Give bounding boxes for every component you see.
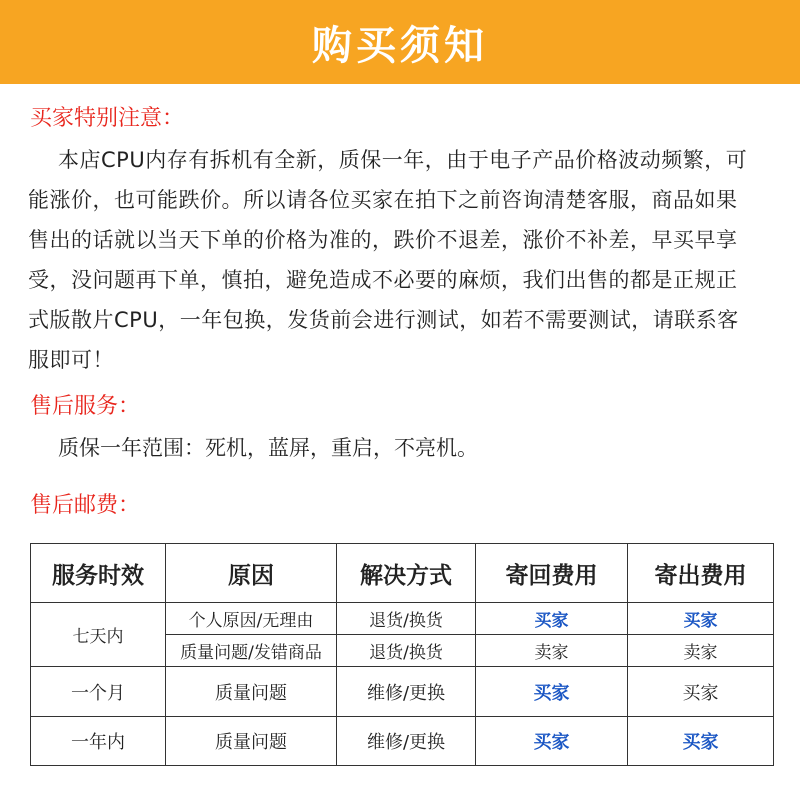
header-solution: 解决方式 <box>337 544 476 603</box>
page-title: 购买须知 <box>312 22 488 69</box>
table-row <box>31 667 774 717</box>
header-banner <box>0 0 800 84</box>
reason-cell: 个人原因/无理由 <box>166 603 337 635</box>
postage-table <box>30 543 774 766</box>
period-cell: 一个月 <box>31 667 166 717</box>
solution-cell: 维修/更换 <box>337 717 476 766</box>
send-fee-cell: 买家 <box>628 667 774 717</box>
notice-paragraph: 本店CPU内存有拆机有全新，质保一年，由于电子产品价格波动频繁，可能涨价，也可能跌价。所以请各位买家在拍下之前咨询清楚客服，商品如果售出的话就以当天下单的价格为准的，跌价不退差，涨价不补差，早买早享受，没问题再下单，慎拍，避免造成不必要的麻烦，我们出售的都是正规正式版散片CPU，一年包换，发货前会进行测试，如若不需要测试，请联系客服即可！ <box>28 148 748 372</box>
return-fee-cell: 买家 <box>476 717 628 766</box>
warranty-coverage: 质保一年范围：死机，蓝屏，重启，不亮机。 <box>58 436 478 460</box>
postage-title: 售后邮费： <box>30 493 141 518</box>
header-send-fee: 寄出费用 <box>628 544 774 603</box>
send-fee-cell: 卖家 <box>628 635 774 667</box>
send-fee-cell: 买家 <box>628 717 774 766</box>
table-row <box>31 717 774 766</box>
reason-cell: 质量问题/发错商品 <box>166 635 337 667</box>
header-service-period: 服务时效 <box>31 544 166 603</box>
solution-cell: 维修/更换 <box>337 667 476 717</box>
notice-title: 买家特别注意： <box>30 106 185 131</box>
return-fee-cell: 卖家 <box>476 635 628 667</box>
header-return-fee: 寄回费用 <box>476 544 628 603</box>
period-cell: 七天内 <box>31 603 166 667</box>
return-fee-cell: 买家 <box>476 667 628 717</box>
return-fee-cell: 买家 <box>476 603 628 635</box>
period-cell: 一年内 <box>31 717 166 766</box>
send-fee-cell: 买家 <box>628 603 774 635</box>
solution-cell: 退货/换货 <box>337 603 476 635</box>
table-header-row <box>31 544 774 603</box>
table-row <box>31 603 774 635</box>
after-sales-title: 售后服务： <box>30 394 141 419</box>
reason-cell: 质量问题 <box>166 667 337 717</box>
solution-cell: 退货/换货 <box>337 635 476 667</box>
header-reason: 原因 <box>166 544 337 603</box>
reason-cell: 质量问题 <box>166 717 337 766</box>
